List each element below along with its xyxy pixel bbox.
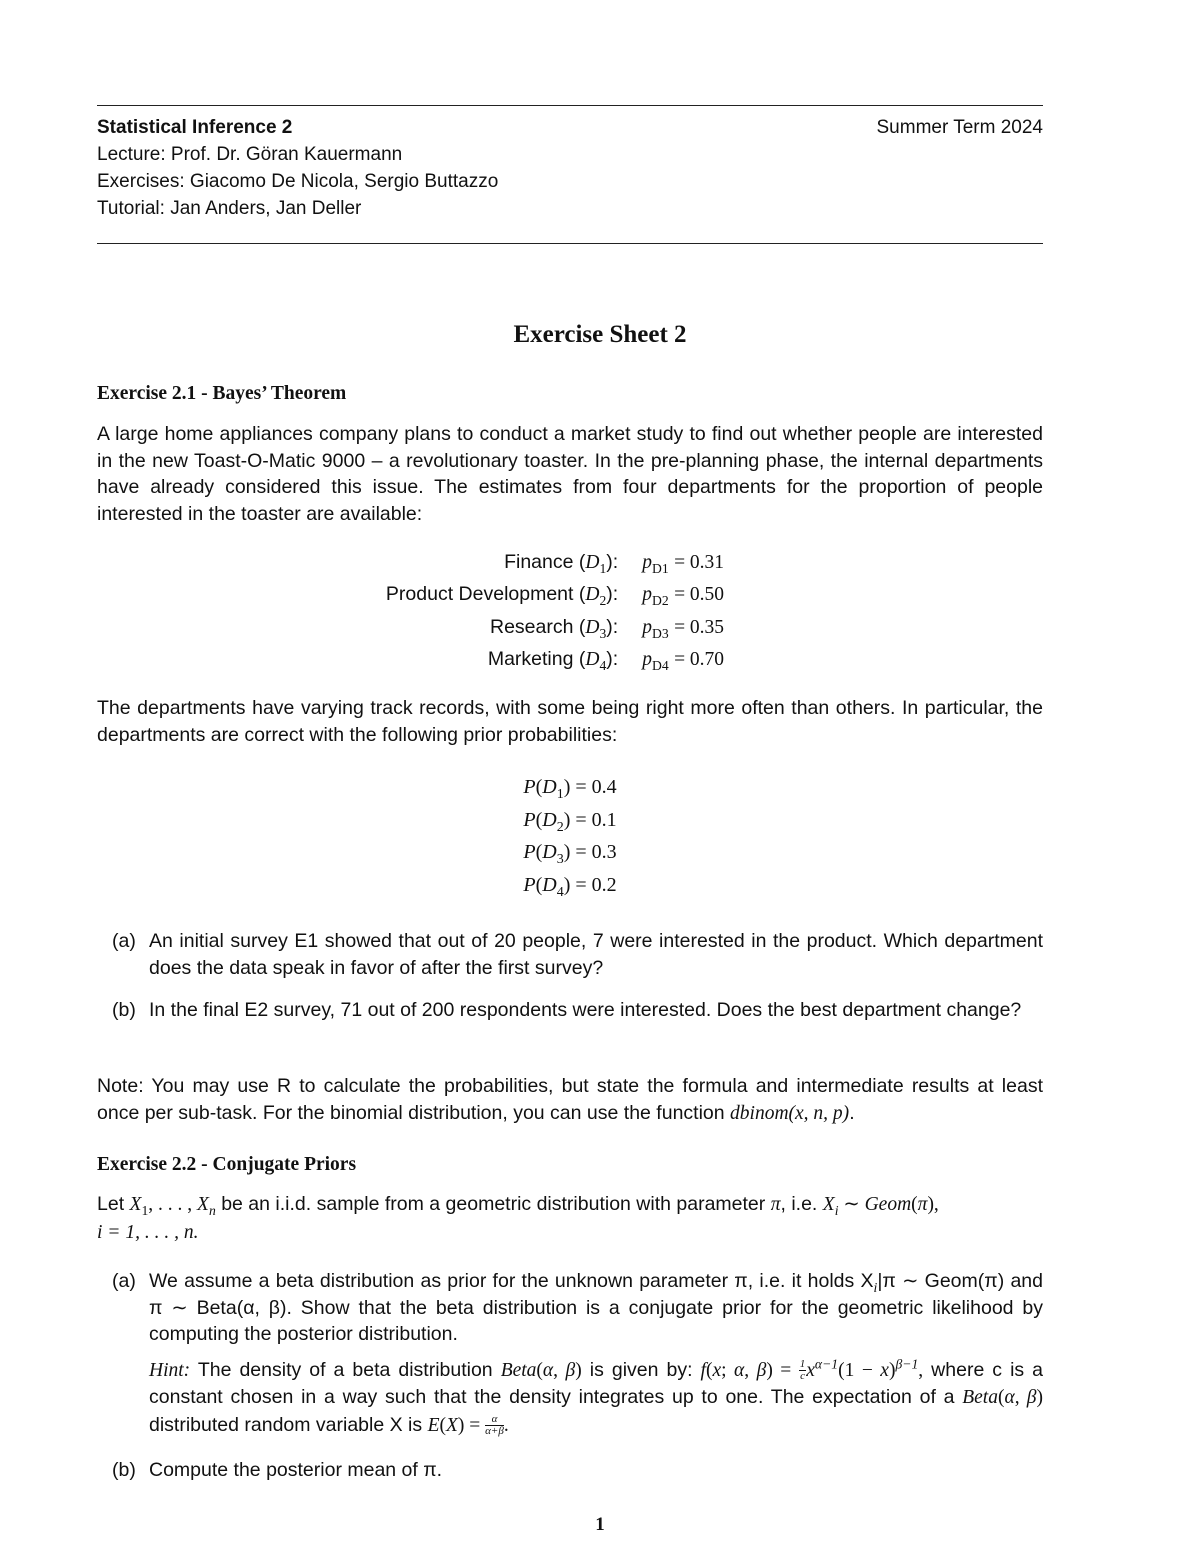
dept-name: Finance: [504, 550, 574, 573]
exercise-1-item-a: [112, 928, 1043, 981]
exercise-1-note: Note: You may use R to calculate the probabilities, but state the formula and intermediate results at least once per sub-task. For the binomial distribution, you can use the function dbinom(x, n, p).: [97, 1075, 1043, 1124]
prior-line: $P(D_1) = 0.4$: [523, 776, 617, 802]
estimate-row: Marketing $(D_4)$: $p_{D4} = 0.70$: [487, 648, 725, 674]
tutorial-line: Tutorial: Jan Anders, Jan Deller: [97, 198, 362, 219]
exercises-line: Exercises: Giacomo De Nicola, Sergio Buttazzo: [97, 171, 499, 192]
estimate-row: Research $(D_3)$: $p_{D3} = 0.35$: [489, 615, 725, 641]
item-text: In the final E2 survey, 71 out of 200 respondents were interested. Does the best department change?: [149, 999, 1022, 1021]
dbinom-function: dbinom(x, n, p): [730, 1102, 850, 1124]
fraction-1-over-c: $\frac{1}{c}$: [799, 1357, 806, 1382]
index-range: i = 1, . . . , n.: [97, 1221, 199, 1243]
dept-name: Marketing: [487, 648, 574, 671]
lecture-line: Lecture: Prof. Dr. Göran Kauermann: [97, 144, 403, 165]
item-text: Compute the posterior mean of π.: [149, 1459, 443, 1481]
hint: Hint: The density of a beta distribution Beta(α, β) is given by: f(x; α, β) = $\frac{1}{c}$ $x^{\alpha-1}(1 - x)^{\beta-1}$, where c is a constant chosen in a way such that the density integrates up to one. The expectation of a Beta(α, β) distributed random variable X is E(X) = $\frac{\alpha}{\alpha+\beta}$ .: [149, 1356, 1044, 1437]
term: Summer Term 2024: [876, 117, 1043, 138]
estimates-table: [386, 546, 724, 676]
dept-name: Product Development: [385, 583, 574, 606]
item-marker: (a): [112, 1270, 136, 1292]
hint-label: Hint:: [149, 1359, 191, 1381]
course-header: [97, 114, 1043, 222]
exercise-2-title: Exercise 2.2 - Conjugate Priors: [97, 1154, 357, 1175]
exercise-2-item-a: [112, 1268, 1043, 1439]
exercise-1-title: Exercise 2.1 - Bayes’ Theorem: [97, 383, 347, 404]
exercise-2-intro: Let $X_1$, . . . , $X_n$ be an i.i.d. sample from a geometric distribution with parameter π, i.e. $X_i$ ∼ Geom(π), i = 1, . . . , n.: [97, 1193, 939, 1243]
estimate-value: = 0.50: [674, 584, 725, 606]
estimate-row: Finance $(D_1)$: $p_{D1} = 0.31$: [504, 550, 725, 576]
page-number: 1: [595, 1514, 605, 1535]
estimate-value: = 0.35: [674, 616, 725, 638]
header-top-rule: [97, 105, 1043, 106]
estimate-row: Product Development $(D_2)$: $p_{D2} = 0.50$: [385, 583, 725, 609]
item-marker: (b): [112, 999, 136, 1021]
prior-line: $P(D_3) = 0.3$: [523, 841, 617, 867]
sheet-title: Exercise Sheet 2: [513, 321, 687, 348]
estimate-value: = 0.70: [674, 649, 725, 671]
item-marker: (a): [112, 930, 136, 952]
header-bottom-rule: [97, 243, 1043, 244]
item-text: We assume a beta distribution as prior for the unknown parameter π, i.e. it holds $X_i|\pi$ ∼ Geom(π) and π ∼ Beta(α, β). Show that the beta distribution is a conjugate prior for the geometric likelihood by computing the posterior distribution.: [149, 1270, 1043, 1345]
estimate-value: = 0.31: [674, 551, 725, 573]
prior-line: $P(D_4) = 0.2$: [523, 873, 617, 900]
prior-line: $P(D_2) = 0.1$: [523, 808, 617, 835]
item-text: An initial survey E1 showed that out of 20 people, 7 were interested in the product. Which department does the data speak in favor of after the first survey?: [149, 930, 1043, 979]
track-record-text: The departments have varying track records, with some being right more often than others. In particular, the departments are correct with the following prior probabilities:: [97, 697, 1043, 746]
dept-name: Research: [489, 615, 574, 638]
priors-block: [97, 771, 1043, 901]
course-name: Statistical Inference 2: [97, 117, 293, 138]
exercise-1-intro: A large home appliances company plans to conduct a market study to find out whether people are interested in the new Toast-O-Matic 9000 – a revolutionary toaster. In the pre-planning phase, the internal departments have already considered this issue. The estimates from four departments for the proportion of people interested in the toaster are available:: [97, 423, 1043, 525]
exercise-2-item-b: [112, 1457, 1043, 1484]
estimates-block: [97, 546, 1043, 676]
item-marker: (b): [112, 1459, 136, 1481]
fraction-alpha-over-sum: $\frac{\alpha}{\alpha+\beta}$: [485, 1412, 504, 1437]
exercise-1-item-b: [112, 997, 1043, 1024]
